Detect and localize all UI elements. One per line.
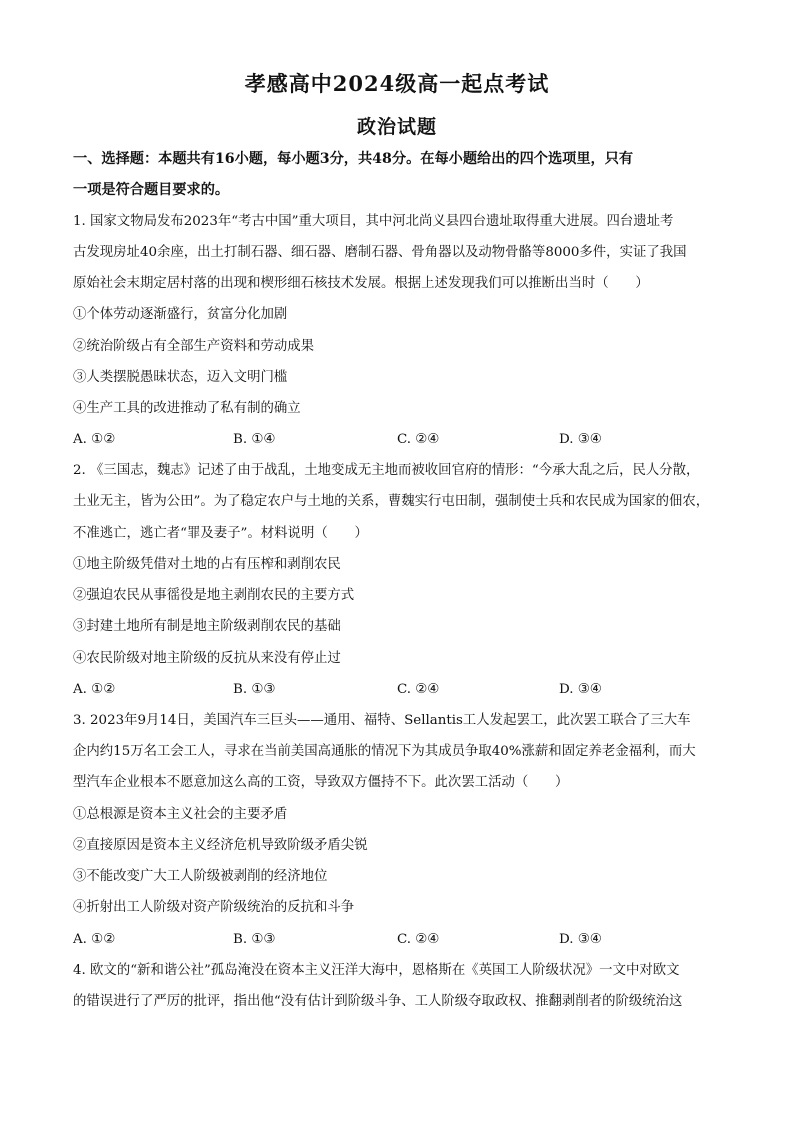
question-1-option-d: D. ③④ xyxy=(559,432,602,447)
exam-title: 孝感高中2024级高一起点考试 xyxy=(244,71,550,96)
question-1-option-c: C. ②④ xyxy=(397,432,440,447)
question-2-statement-3: ③封建土地所有制是地主阶级剥削农民的基础 xyxy=(73,619,341,634)
question-3-stem-line-3: 型汽车企业根本不愿意加这么高的工资，导致双方僵持不下。此次罢工活动（ ） xyxy=(73,775,569,790)
question-3-statement-1: ①总根源是资本主义社会的主要矛盾 xyxy=(73,807,288,822)
question-3-stem-line-2: 企内约15万名工会工人，寻求在当前美国高通胀的情况下为其成员争取40%涨薪和固定养老金福利，而大 xyxy=(73,744,696,759)
question-1-statement-1: ①个体劳动逐渐盛行，贫富分化加剧 xyxy=(73,307,288,322)
question-1-option-a: A. ①② xyxy=(73,432,116,447)
question-2-option-c: C. ②④ xyxy=(397,682,440,697)
question-4-stem-line-2: 的错误进行了严厉的批评，指出他“没有估计到阶级斗争、工人阶级夺取政权、推翻剥削者的阶级统治这 xyxy=(73,994,683,1009)
section-instructions-line-2: 一项是符合题目要求的。 xyxy=(73,182,230,198)
question-1-stem-line-3: 原始社会末期定居村落的出现和楔形细石核技术发展。根据上述发现我们可以推断出当时（ ） xyxy=(73,276,649,291)
question-3-option-d: D. ③④ xyxy=(559,932,602,947)
question-4-stem-line-1: 4. 欧文的“新和谐公社”孤岛淹没在资本主义汪洋大海中，恩格斯在《英国工人阶级状况》一文中对欧文 xyxy=(73,963,680,978)
question-2-option-d: D. ③④ xyxy=(559,682,602,697)
question-3-statement-3: ③不能改变广大工人阶级被剥削的经济地位 xyxy=(73,869,328,884)
question-2-stem-line-3: 不准逃亡，逃亡者“罪及妻子”。材料说明（ ） xyxy=(73,526,368,541)
question-1-statement-3: ③人类摆脱愚昧状态，迈入文明门槛 xyxy=(73,370,288,385)
question-2-option-a: A. ①② xyxy=(73,682,116,697)
question-1-statement-2: ②统治阶级占有全部生产资料和劳动成果 xyxy=(73,339,315,354)
question-1-statement-4: ④生产工具的改进推动了私有制的确立 xyxy=(73,401,301,416)
question-1-stem-line-2: 古发现房址40余座，出土打制石器、细石器、磨制石器、骨角器以及动物骨骼等8000多件，实证了我国 xyxy=(73,245,687,260)
question-2-stem-line-2: 土业无主，皆为公田”。为了稳定农户与土地的关系，曹魏实行屯田制，强制使士兵和农民成为国家的佃农， xyxy=(73,494,710,509)
question-3-option-c: C. ②④ xyxy=(397,932,440,947)
exam-subtitle: 政治试题 xyxy=(356,116,437,138)
question-2-statement-1: ①地主阶级凭借对土地的占有压榨和剥削农民 xyxy=(73,557,341,572)
question-3-statement-4: ④折射出工人阶级对资产阶级统治的反抗和斗争 xyxy=(73,900,355,915)
question-1-stem-line-1: 1. 国家文物局发布2023年“考古中国”重大项目，其中河北尚义县四台遗址取得重大进展。四台遗址考 xyxy=(73,214,674,229)
question-2-option-b: B. ①③ xyxy=(233,682,276,697)
question-1-option-b: B. ①④ xyxy=(233,432,276,447)
question-3-statement-2: ②直接原因是资本主义经济危机导致阶级矛盾尖锐 xyxy=(73,838,368,853)
question-2-statement-4: ④农民阶级对地主阶级的反抗从来没有停止过 xyxy=(73,651,341,666)
question-3-stem-line-1: 3. 2023年9月14日，美国汽车三巨头——通用、福特、Sellantis工人发起罢工，此次罢工联合了三大车 xyxy=(73,713,691,728)
question-3-option-a: A. ①② xyxy=(73,932,116,947)
question-2-stem-line-1: 2. 《三国志，魏志》记述了由于战乱，土地变成无主地而被收回官府的情形：“今承大乱之后，民人分散， xyxy=(73,463,700,478)
question-2-statement-2: ②强迫农民从事徭役是地主剥削农民的主要方式 xyxy=(73,588,355,603)
section-instructions-line-1: 一、选择题：本题共有16小题，每小题3分，共48分。在每小题给出的四个选项里，只有 xyxy=(73,151,634,167)
question-3-option-b: B. ①③ xyxy=(233,932,276,947)
